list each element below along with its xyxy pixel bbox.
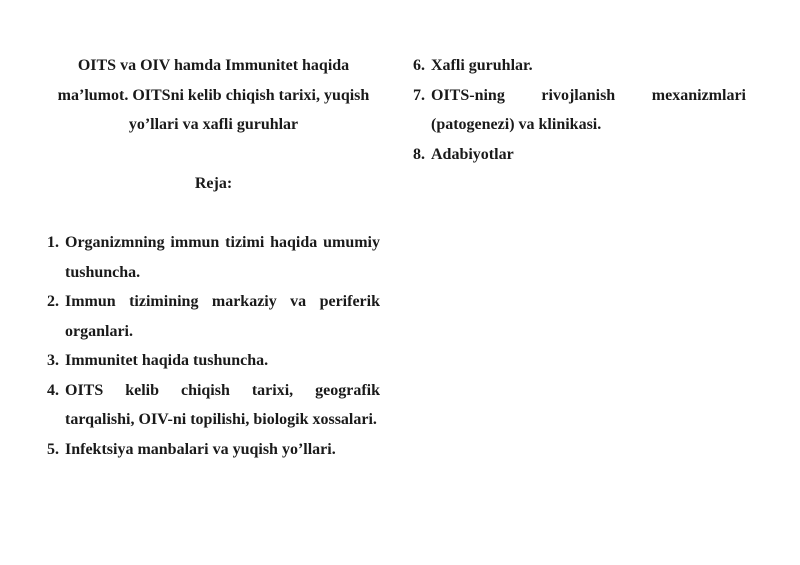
list-item-text: Infektsiya manbalari va yuqish yo’llari. [65, 440, 336, 458]
list-item-text: Organizmning immun tizimi haqida umumiy tushuncha. [65, 234, 380, 281]
spacer [47, 199, 380, 229]
list-item [413, 51, 746, 81]
list-item-number: 3. [47, 352, 59, 369]
list-item-text: Immun tizimining markaziy va periferik organlari. [65, 293, 380, 340]
list-item-number: 2. [47, 293, 59, 310]
list-item [47, 435, 380, 465]
list-item-number: 1. [47, 234, 59, 251]
list-item [47, 228, 380, 287]
left-column [47, 51, 380, 464]
list-item [413, 140, 746, 170]
list-item-text: Adabiyotlar [431, 145, 514, 163]
list-item-number: 6. [413, 57, 425, 74]
list-item-number: 8. [413, 145, 425, 163]
list-item [413, 81, 746, 140]
list-item-number: 4. [47, 381, 59, 399]
list-item [47, 287, 380, 346]
list-item-text: Immunitet haqida tushuncha. [65, 352, 269, 369]
list-item-number: 5. [47, 440, 59, 458]
list-item-text: Xafli guruhlar. [431, 57, 533, 74]
list-item [47, 346, 380, 376]
plan-list-left [47, 228, 380, 464]
list-item [47, 376, 380, 435]
list-item-number: 7. [413, 86, 425, 104]
plan-heading: Reja: [194, 175, 233, 192]
document-title: OITS va OIV hamda Immunitet haqida ma’lumot. OITSni kelib chiqish tarixi, yuqish yo’llari va xafli guruhlar [57, 57, 370, 133]
right-column [413, 51, 746, 169]
list-item-text: OITS kelib chiqish tarixi, geografik tarqalishi, OIV-ni topilishi, biologik xossalari. [65, 381, 380, 428]
plan-list-right [413, 51, 746, 169]
list-item-text: OITS-ning rivojlanish mexanizmlari (patogenezi) va klinikasi. [431, 86, 746, 133]
